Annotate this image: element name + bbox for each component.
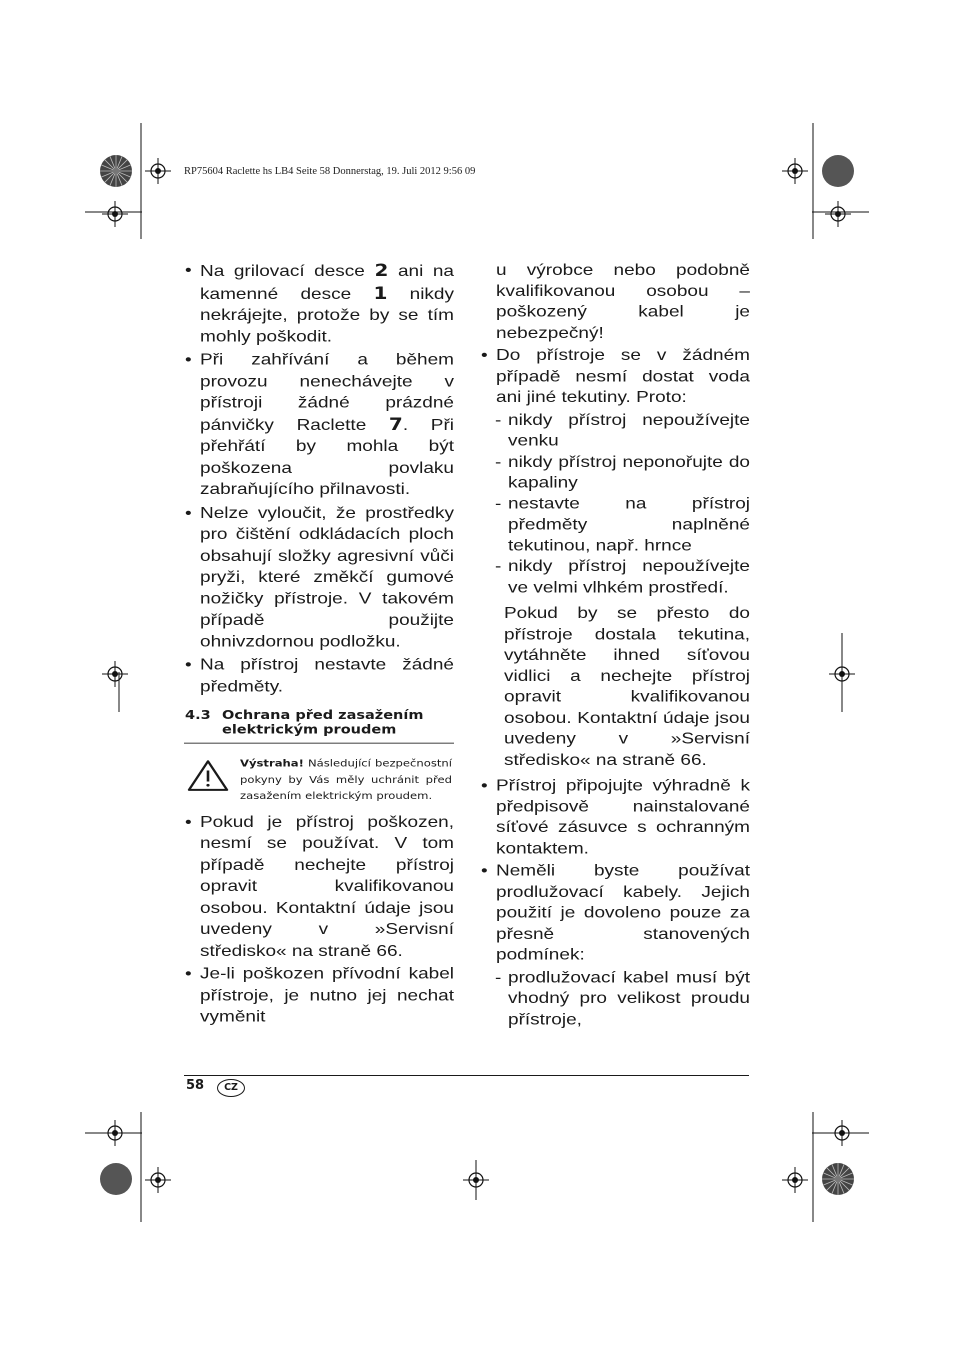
list-item: • Na přístroj nestavte žádné předměty. [185, 655, 454, 696]
part-number: 2 [374, 260, 389, 281]
list-item: • Na grilovací desce 2 ani na kamenné desce 1 nikdy nekrájejte, protože by se tím mohly poškodit. [185, 260, 455, 346]
part-number: 1 [373, 282, 388, 303]
section-heading [184, 709, 454, 738]
footer-divider [184, 1075, 749, 1076]
section-title: Ochrana před zasažením elektrickým proudem [222, 709, 424, 737]
dash-item: - nikdy přístroj neponořujte do kapaliny [495, 453, 750, 492]
left-column [184, 260, 454, 1030]
list-item: • Je-li poškozen přívodní kabel přístroje, je nutno jej nechat vyměnit [185, 965, 454, 1027]
dash-item: - nikdy přístroj nepoužívejte venku [495, 411, 750, 450]
list-item: • Pokud je přístroj poškozen, nesmí se používat. V tom případě nechejte přístroj opravit kvalifikovanou osobou. Kontaktní údaje jsou uvedeny v »Servisní středisko« na straně 66. [185, 813, 454, 960]
dash-item: - nikdy přístroj nepoužívejte ve velmi vlhkém prostředí. [495, 557, 750, 597]
print-slug: RP75604 Raclette hs LB4 Seite 58 Donnerstag, 19. Juli 2012 9:56 09 [184, 166, 476, 177]
warning-box [184, 755, 454, 805]
country-badge: CZ [217, 1079, 245, 1097]
list-item: • Při zahřívání a během provozu nenechávejte v přístroji žádné prázdné pánvičky Raclette 7. Při přehřátí by mohla být poškozena povlaku zabraňujícího přilnavosti. [185, 350, 454, 499]
warning-text: Výstraha! Následující bezpečnostní pokyny by Vás měly uchránit před zasažením elektrickým proudem. [240, 757, 452, 802]
continued-text: u výrobce nebo podobně kvalifikovanou osobou – poškozený kabel je nebezpečný! [496, 261, 750, 342]
page-number: 58 [186, 1078, 205, 1093]
list-item: • Nelze vyloučit, že prostředky pro čištění odkládacích ploch obsahují složky agresivní vůči pryži, které změkčí gumové nožičky přístroje. V takovém případě použijte ohnivzdornou podložku. [185, 503, 454, 651]
section-number: 4.3 [185, 709, 211, 723]
dash-item: - nestavte na přístroj předměty naplněné tekutinou, např. hrnce [495, 495, 750, 555]
warning-triangle-icon [186, 759, 230, 793]
dash-item: - prodlužovací kabel musí být vhodný pro velikost proudu přístroje, [495, 968, 750, 1028]
divider [184, 743, 454, 744]
list-item: • Neměli byste používat prodlužovací kabely. Jejich použití je dovoleno pouze za přesně stanovených podmínek: [481, 862, 750, 964]
paragraph: Pokud by se přesto do přístroje dostala tekutina, vytáhněte ihned síťovou vidlici a nechejte přístroj opravit kvalifikovanou osobou. Kontaktní údaje jsou uvedeny v »Servisní středisko« na straně 66. [504, 604, 750, 769]
right-column [480, 260, 750, 1030]
part-number: 7 [388, 413, 403, 434]
list-item: • Do přístroje se v žádném případě nesmí dostat voda ani jiné tekutiny. Proto: [481, 347, 750, 407]
list-item: • Přístroj připojujte výhradně k předpisově nainstalované síťové zásuvce s ochranným kontaktem. [481, 777, 750, 858]
warning-label: Výstraha! [240, 757, 304, 769]
